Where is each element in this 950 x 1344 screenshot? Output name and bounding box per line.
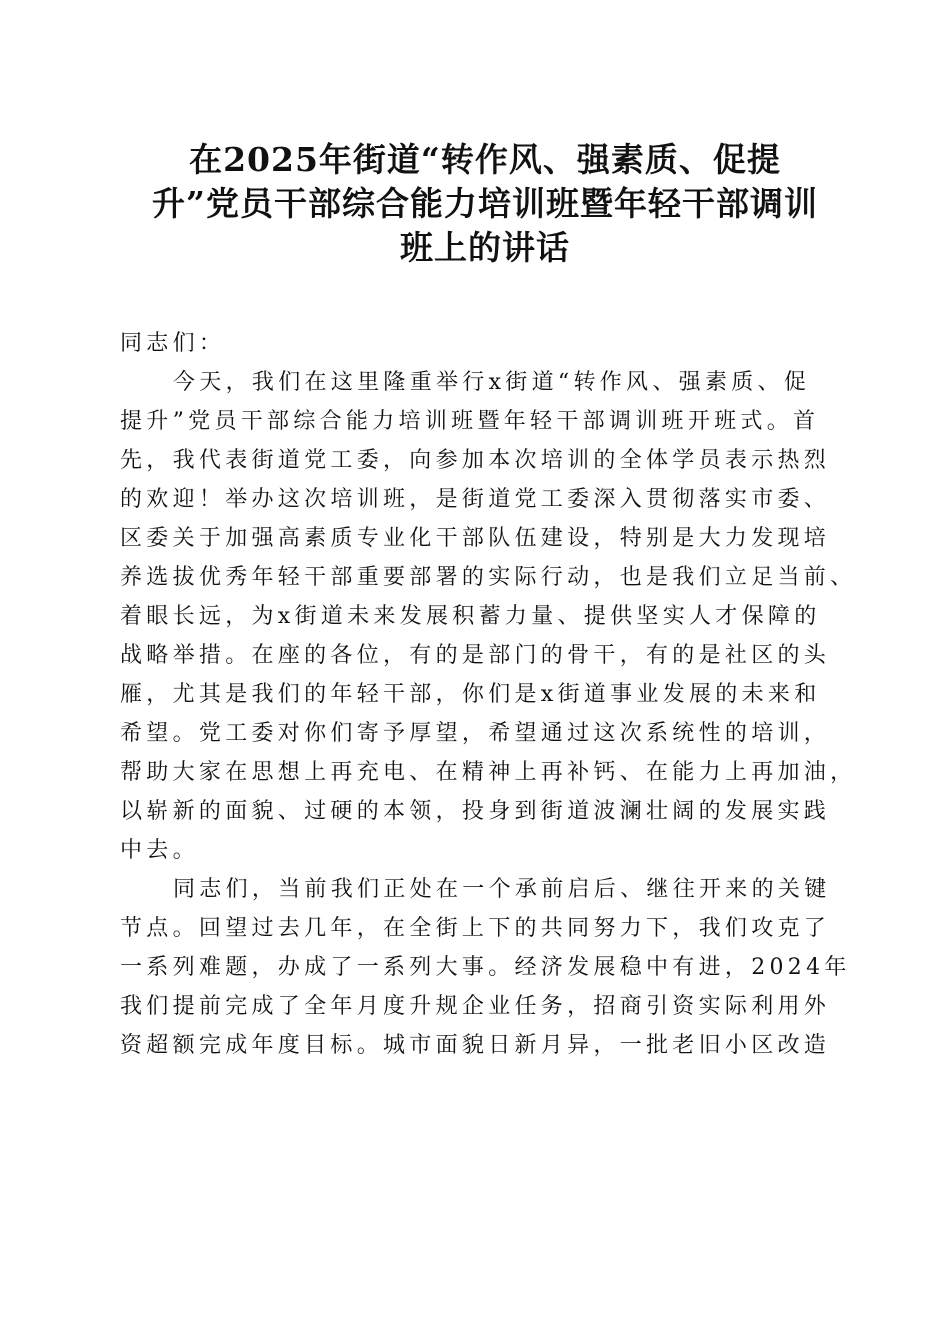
text-line: 希望。党工委对你们寄予厚望，希望通过这次系统性的培训， — [120, 721, 831, 746]
text-line: 资超额完成年度目标。城市面貌日新月异，一批老旧小区改造 — [120, 1033, 831, 1058]
text-line: 先，我代表街道党工委，向参加本次培训的全体学员表示热烈 — [120, 448, 831, 473]
text-line: 区委关于加强高素质专业化干部队伍建设，特别是大力发现培 — [120, 526, 831, 551]
text-line: 一系列难题，办成了一系列大事。经济发展稳中有进，2024年 — [120, 955, 851, 980]
salutation: 同志们： — [120, 331, 226, 356]
document-title — [140, 138, 830, 270]
title-line: 升”党员干部综合能力培训班暨年轻干部调训 — [152, 184, 818, 223]
text-line: 雁，尤其是我们的年轻干部，你们是x街道事业发展的未来和 — [120, 682, 821, 707]
text-line: 我们提前完成了全年月度升规企业任务，招商引资实际利用外 — [120, 994, 831, 1019]
text-line: 养选拔优秀年轻干部重要部署的实际行动，也是我们立足当前、 — [120, 565, 857, 590]
title-line: 班上的讲话 — [400, 228, 570, 267]
document-body — [120, 324, 857, 1065]
paragraph-2 — [120, 870, 851, 1065]
text-line: 中去。 — [120, 838, 199, 863]
text-line: 以崭新的面貌、过硬的本领，投身到街道波澜壮阔的发展实践 — [120, 799, 831, 824]
text-line: 今天，我们在这里隆重举行x街道“转作风、强素质、促 — [173, 370, 811, 395]
text-line: 提升”党员干部综合能力培训班暨年轻干部调训班开班式。首 — [120, 409, 820, 434]
text-line: 的欢迎！举办这次培训班，是街道党工委深入贯彻落实市委、 — [120, 487, 831, 512]
text-line: 战略举措。在座的各位，有的是部门的骨干，有的是社区的头 — [120, 643, 831, 668]
text-line: 同志们，当前我们正处在一个承前启后、继往开来的关键 — [173, 877, 831, 902]
text-line: 节点。回望过去几年，在全街上下的共同努力下，我们攻克了 — [120, 916, 831, 941]
title-line: 在2025年街道“转作风、强素质、促提 — [189, 140, 781, 179]
text-line: 帮助大家在思想上再充电、在精神上再补钙、在能力上再加油， — [120, 760, 857, 785]
paragraph-1 — [120, 363, 857, 870]
text-line: 着眼长远，为x街道未来发展积蓄力量、提供坚实人才保障的 — [120, 604, 821, 629]
